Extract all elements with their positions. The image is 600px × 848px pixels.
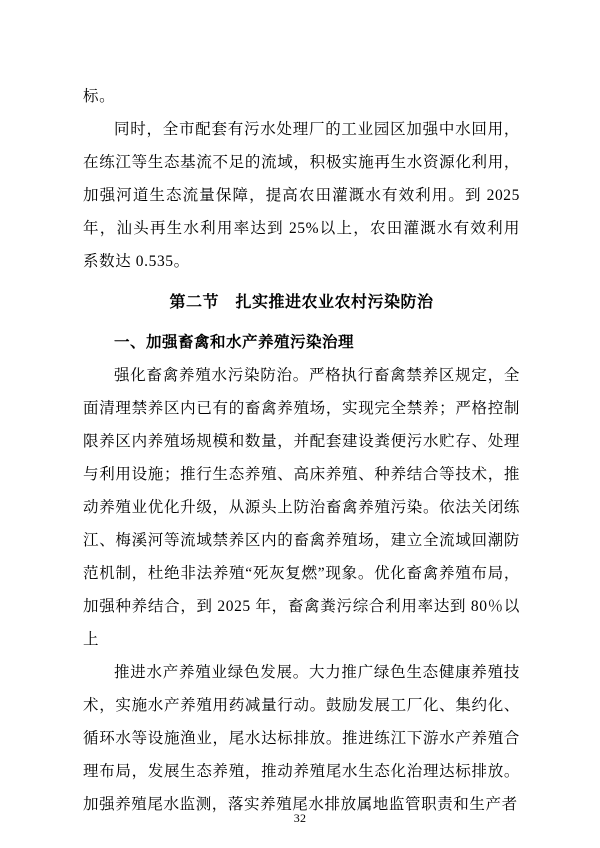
paragraph-water-reuse: 同时，全市配套有污水处理厂的工业园区加强中水回用，在练江等生态基流不足的流域，积极实施再生水资源化利用，加强河道生态流量保障，提高农田灌溉水有效利用。到 2025 年，汕头再生水利用率达到 25%以上，农田灌溉水有效利用系数达 0.535。: [83, 121, 520, 270]
section-heading: 第二节 扎实推进农业农村污染防治: [169, 294, 434, 311]
paragraph-continuation-line: 标。: [83, 88, 116, 105]
document-body: [83, 80, 520, 821]
paragraph-livestock-pollution: 强化畜禽养殖水污染防治。严格执行畜禽禁养区规定，全面清理禁养区内已有的畜禽养殖场，实现完全禁养；严格控制限养区内养殖场规模和数量，并配套建设粪便污水贮存、处理与利用设施；推行生态养殖、高床养殖、种养结合等技术，推动养殖业优化升级，从源头上防治畜禽养殖污染。依法关闭练江、梅溪河等流域禁养区内的畜禽养殖场，建立全流域回潮防范机制，杜绝非法养殖“死灰复燃”现象。优化畜禽养殖布局，加强种养结合，到 2025 年，畜禽粪污综合利用率达到 80％以上: [83, 367, 520, 648]
subsection-heading: 一、加强畜禽和水产养殖污染治理: [114, 334, 355, 351]
paragraph-aquaculture-development: 推进水产养殖业绿色发展。大力推广绿色生态健康养殖技术，实施水产养殖用药减量行动。鼓励发展工厂化、集约化、循环水等设施渔业，尾水达标排放。推进练江下游水产养殖合理布局，发展生态养殖，推动养殖尾水生态化治理达标排放。加强养殖尾水监测，落实养殖尾水排放属地监管职责和生产者: [83, 664, 520, 813]
page-number: 32: [293, 811, 307, 825]
